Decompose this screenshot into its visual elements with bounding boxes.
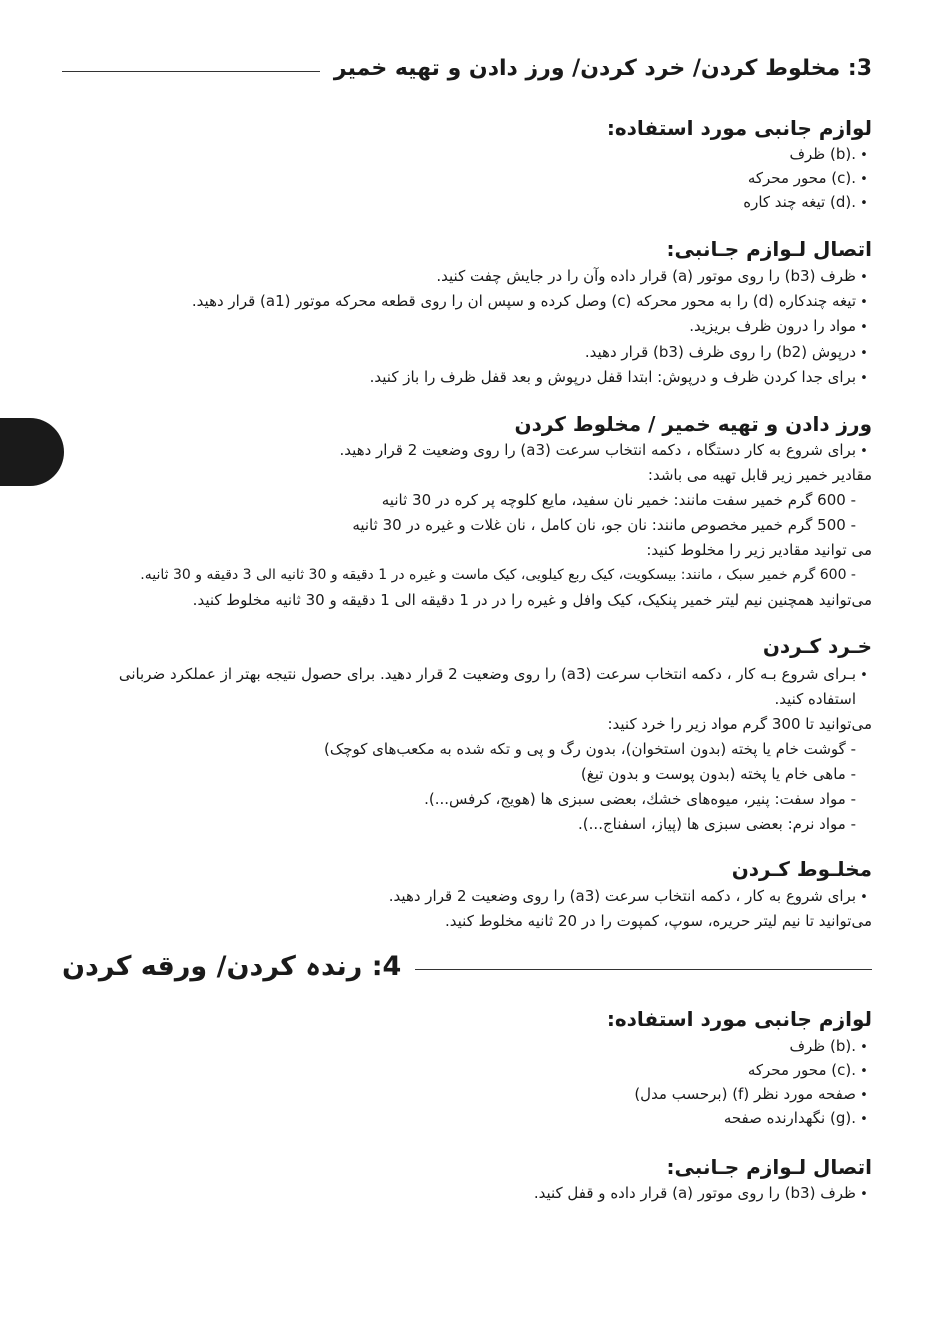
s3-knead-line: می توانید مقادیر زیر را مخلوط کنید: <box>646 541 872 559</box>
s3-knead-heading: ورز دادن و تهیه خمیر / مخلوط کردن <box>514 412 872 436</box>
s3-connect-heading: اتصال لـوازم جـانبی: <box>666 237 872 261</box>
s3-chop-line: - ماهی خام یا پخته (بدون پوست و بدون تیغ) <box>580 765 856 783</box>
s4-accessory-item: • صفحه مورد نظر (f) (برحسب مدل) <box>634 1084 872 1106</box>
s3-knead-line: - 500 گرم خمیر مخصوص مانند: نان جو، نان کامل ، نان غلات و غیره در 30 ثانیه <box>352 516 856 534</box>
section-4-header <box>62 951 872 982</box>
s4-accessory-item: • .(b) ظرف <box>789 1036 872 1058</box>
s3-chop-line: - گوشت خام یا پخته (بدون استخوان)، بدون رگ و پی و تکه شده به مکعب‌های کوچک) <box>323 740 856 758</box>
s3-connect-item: • ظرف (b3) را روی موتور (a) قرار داده وآن را در جایش چفت کنید. <box>436 266 872 288</box>
s3-knead-line: می‌توانید همچنین نیم لیتر خمیر پنکیک، کیک وافل و غیره را در در 1 دقیقه الی 1 دقیقه و 30 ثانیه مخلوط کنید. <box>192 591 872 609</box>
section-3-header <box>62 56 872 81</box>
s4-connect-heading: اتصال لـوازم جـانبی: <box>666 1155 872 1179</box>
s4-connect-item: • ظرف (b3) را روی موتور (a) قرار داده و قفل کنید. <box>534 1183 872 1205</box>
s3-mix-bullet: • برای شروع به کار ، دکمه انتخاب سرعت (a3) را روی وضعیت 2 قرار دهید. <box>389 886 872 908</box>
s3-chop-line: - مواد سفت: پنیر، میوه‌های خشك، بعضی سبزی ها (هویج، کرفس...). <box>424 790 856 808</box>
s4-accessories-heading: لوازم جانبی مورد استفاده: <box>606 1007 872 1031</box>
section-3-title: 3: مخلوط کردن/ خرد کردن/ ورز دادن و تهیه خمیر <box>333 56 872 81</box>
s3-knead-line: مقادیر خمیر زیر قابل تهیه می باشد: <box>647 466 872 484</box>
s3-knead-line: - 600 گرم خمیر سفت مانند: خمیر نان سفید، مایع کلوچه پر کره در 30 ثانیه <box>381 491 856 509</box>
s3-accessory-item: • .(b) ظرف <box>789 144 872 166</box>
s3-accessory-item: • .(c) محور محرکه <box>748 168 872 190</box>
s3-mix-line: می‌توانید تا نیم لیتر حریره، سوپ، کمپوت را در 20 ثانیه مخلوط کنید. <box>445 912 872 930</box>
s3-accessories-heading: لوازم جانبی مورد استفاده: <box>606 116 872 140</box>
s3-knead-bullet: • برای شروع به کار دستگاه ، دکمه انتخاب سرعت (a3) را روی وضعیت 2 قرار دهید. <box>340 440 872 462</box>
s4-accessory-item: • .(g) نگهدارنده صفحه <box>724 1108 872 1130</box>
section-3-rule <box>62 71 320 72</box>
section-4-rule <box>415 969 872 970</box>
s3-chop-bullet: • بـرای شروع بـه کار ، دکمه انتخاب سرعت (a3) را روی وضعیت 2 قرار دهید. برای حصول نتیجه بهتر از عملکرد ضربانی <box>119 664 872 686</box>
page-side-tab <box>0 418 64 486</box>
s3-accessory-item: • .(d) تیغه چند کاره <box>743 192 872 214</box>
s3-chop-line: می‌توانید تا 300 گرم مواد زیر را خرد کنید: <box>607 715 872 733</box>
s3-chop-line: - مواد نرم: بعضی سبزی ها (پیاز، اسفناج...). <box>578 815 856 833</box>
s3-knead-line: - 600 گرم خمیر سبک ، مانند: بیسکویت، کیک ربع کیلویی، کیک ماست و غیره در 1 دقیقه و 30 ثانیه الی 3 دقیقه و 30 ثانیه. <box>140 567 856 583</box>
section-4-title: 4: رندہ کردن/ ورقه کردن <box>62 951 402 982</box>
s3-chop-heading: خـرد کـردن <box>762 634 872 658</box>
s3-mix-heading: مخلـوط کـردن <box>731 857 872 881</box>
s3-connect-item: • مواد را درون ظرف بریزید. <box>689 316 872 338</box>
s3-chop-bullet-cont: استفاده کنید. <box>774 690 856 708</box>
s3-connect-item: • درپوش (b2) را روی ظرف (b3) قرار دهید. <box>585 342 872 364</box>
s4-accessory-item: • .(c) محور محرکه <box>748 1060 872 1082</box>
s3-connect-item: • برای جدا کردن ظرف و درپوش: ابتدا قفل درپوش و بعد قفل ظرف را باز کنید. <box>370 367 872 389</box>
s3-connect-item: • تیغه چندکاره (d) را به محور محرکه (c) وصل کرده و سپس ان را روی قطعه محرکه موتور (a1) قرار دهید. <box>192 291 872 313</box>
